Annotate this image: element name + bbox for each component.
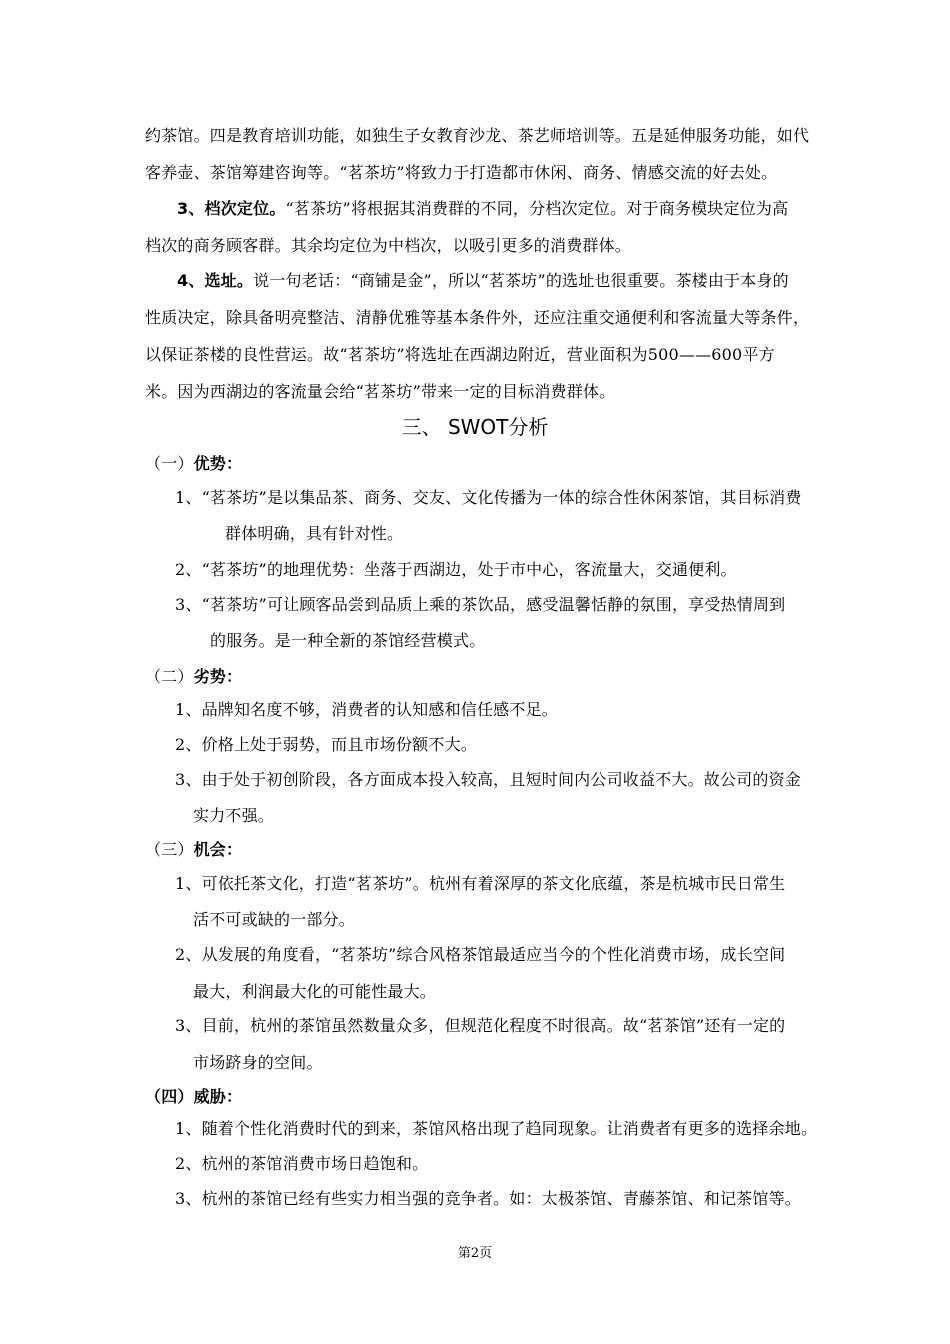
list-item: 1、可依托茶文化，打造“茗茶坊”。杭州有着深厚的茶文化底蕴，茶是杭城市民日常生 xyxy=(175,874,786,893)
positioning-label: 3、档次定位。 xyxy=(177,199,286,218)
heading-prefix: （一） xyxy=(145,454,194,473)
list-item: 2、杭州的茶馆消费市场日趋饱和。 xyxy=(175,1154,429,1173)
heading-prefix: （三） xyxy=(145,840,194,859)
list-item-continuation: 最大，利润最大化的可能性最大。 xyxy=(193,982,437,1001)
body-text: “茗茶坊”将根据其消费群的不同，分档次定位。对于商务模块定位为高 xyxy=(285,199,789,218)
list-item-continuation: 的服务。是一种全新的茶馆经营模式。 xyxy=(210,631,486,650)
heading-title: 优势： xyxy=(193,454,243,473)
list-item: 3、目前，杭州的茶馆虽然数量众多，但规范化程度不时很高。故“茗茶馆”还有一定的 xyxy=(175,1016,786,1035)
body-text: 说一句老话：“商铺是金”，所以“茗茶坊”的选址也很重要。茶楼由于本身的 xyxy=(253,271,789,290)
strengths-heading xyxy=(145,454,242,474)
heading-title: 机会： xyxy=(193,840,243,859)
page-number: 第2页 xyxy=(457,1246,493,1261)
list-item-continuation: 实力不强。 xyxy=(193,806,275,825)
list-item: 1、随着个性化消费时代的到来，茶馆风格出现了趋同现象。让消费者有更多的选择余地。 xyxy=(175,1119,818,1138)
list-item: 3、由于处于初创阶段，各方面成本投入较高，且短时间内公司收益不大。故公司的资金 xyxy=(175,770,801,789)
list-item: 2、从发展的角度看，“茗茶坊”综合风格茶馆最适应当今的个性化消费市场，成长空间 xyxy=(175,945,786,964)
location-label: 4、选址。 xyxy=(177,271,254,290)
heading-title: 劣势： xyxy=(193,667,243,686)
list-item-continuation: 市场跻身的空间。 xyxy=(193,1053,323,1072)
list-item: 2、“茗茶坊”的地理优势：坐落于西湖边，处于市中心，客流量大，交通便利。 xyxy=(175,560,737,579)
list-item: 1、品牌知名度不够，消费者的认知感和信任感不足。 xyxy=(175,700,558,719)
threats-heading: （四）威胁： xyxy=(145,1087,243,1106)
heading-prefix: （二） xyxy=(145,667,194,686)
positioning-paragraph xyxy=(177,199,788,219)
body-text-line: 客养壶、茶馆筹建咨询等。“茗茶坊”将致力于打造都市休闲、商务、情感交流的好去处。 xyxy=(145,163,778,182)
body-text-line: 约茶馆。四是教育培训功能，如独生子女教育沙龙、茶艺师培训等。五是延伸服务功能，如代 xyxy=(145,126,810,145)
body-text-line: 性质决定，除具备明亮整洁、清静优雅等基本条件外，还应注重交通便利和客流量大等条件， xyxy=(145,308,810,327)
list-item: 2、价格上处于弱势，而且市场份额不大。 xyxy=(175,735,477,754)
list-item: 3、杭州的茶馆已经有些实力相当强的竞争者。如：太极茶馆、青藤茶馆、和记茶馆等。 xyxy=(175,1189,801,1208)
location-paragraph xyxy=(177,271,789,291)
weaknesses-heading xyxy=(145,667,242,687)
body-text-line: 米。因为西湖边的客流量会给“茗茶坊”带来一定的目标消费群体。 xyxy=(145,382,616,401)
list-item-continuation: 活不可或缺的一部分。 xyxy=(193,910,356,929)
list-item-continuation: 群体明确，具有针对性。 xyxy=(225,524,404,543)
opportunities-heading xyxy=(145,840,242,860)
list-item: 3、“茗茶坊”可让顾客品尝到品质上乘的茶饮品，感受温馨恬静的氛围，享受热情周到 xyxy=(175,595,786,614)
list-item: 1、“茗茶坊”是以集品茶、商务、交友、文化传播为一体的综合性休闲茶馆，其目标消费 xyxy=(175,488,802,507)
section-title: 三、 SWOT分析 xyxy=(401,415,549,439)
body-text-line: 以保证茶楼的良性营运。故“茗茶坊”将选址在西湖边附近，营业面积为500——600平方 xyxy=(145,345,775,364)
body-text-line: 档次的商务顾客群。其余均定位为中档次，以吸引更多的消费群体。 xyxy=(145,236,632,255)
